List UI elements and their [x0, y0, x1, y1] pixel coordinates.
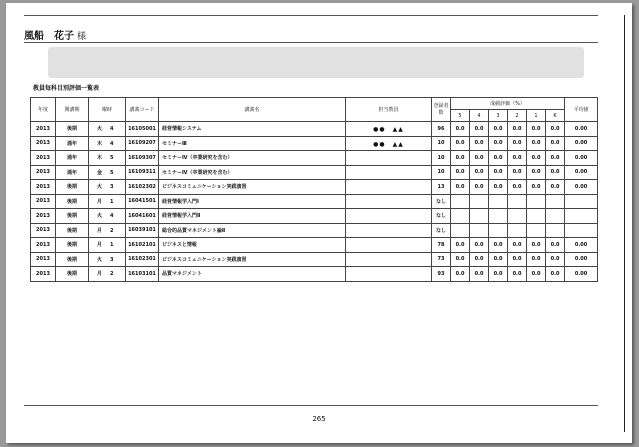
cell-term: 後期 — [56, 194, 89, 209]
cell-grade: 0.0 — [451, 122, 470, 137]
grade-header-1: 1 — [527, 110, 546, 122]
cell-grade: 0.0 — [546, 252, 565, 267]
cell-grade: 0.0 — [546, 180, 565, 195]
cell-teacher: ●● ▲▲ — [346, 136, 432, 151]
cell-year: 2013 — [31, 165, 56, 180]
cell-grade: 0.0 — [451, 180, 470, 195]
cell-grade: 0.0 — [546, 238, 565, 253]
cell-code: 16102302 — [126, 180, 159, 195]
cell-hour: 4 — [110, 213, 114, 220]
cell-grade: 0.0 — [508, 165, 527, 180]
cell-day: 月 — [97, 198, 103, 205]
cell-grade — [470, 209, 489, 224]
cell-grade: 0.0 — [527, 238, 546, 253]
cell-grade — [508, 209, 527, 224]
cell-grade: 0.0 — [489, 165, 508, 180]
table-row — [31, 180, 598, 195]
cell-hour: 2 — [110, 227, 114, 234]
cell-year: 2013 — [31, 223, 56, 238]
cell-grade — [451, 194, 470, 209]
cell-term: 後期 — [56, 267, 89, 282]
cell-year: 2013 — [31, 267, 56, 282]
cell-grade: 0.0 — [527, 252, 546, 267]
table-row — [31, 223, 598, 238]
table-row — [31, 151, 598, 166]
table-row — [31, 122, 598, 137]
cell-course: 総合的品質マネジメント論Ⅱ — [159, 223, 346, 238]
table-row — [31, 209, 598, 224]
cell-code: 16041501 — [126, 194, 159, 209]
student-name-row — [24, 27, 86, 42]
cell-grade: 0.0 — [489, 122, 508, 137]
header-term: 開講期 — [56, 98, 89, 122]
grades-table — [30, 97, 598, 282]
cell-year: 2013 — [31, 151, 56, 166]
cell-day: 火 — [97, 256, 103, 263]
cell-teacher — [346, 209, 432, 224]
info-box — [48, 47, 584, 78]
cell-year: 2013 — [31, 180, 56, 195]
cell-course: ビジネスコミュニケーション実践演習 — [159, 180, 346, 195]
cell-grade: 0.0 — [470, 252, 489, 267]
cell-period — [89, 209, 126, 224]
cell-course: ビジネスコミュニケーション実践演習 — [159, 252, 346, 267]
cell-term: 通年 — [56, 165, 89, 180]
cell-year: 2013 — [31, 252, 56, 267]
cell-average: 0.00 — [565, 238, 598, 253]
cell-grade — [546, 223, 565, 238]
cell-grade: 0.0 — [546, 122, 565, 137]
cell-average: 0.00 — [565, 267, 598, 282]
cell-grade — [489, 194, 508, 209]
header-period: 曜時 — [89, 98, 126, 122]
cell-teacher — [346, 194, 432, 209]
cell-grade: 0.0 — [527, 165, 546, 180]
cell-term: 後期 — [56, 209, 89, 224]
cell-grade — [470, 223, 489, 238]
cell-teacher — [346, 165, 432, 180]
cell-grade: 0.0 — [451, 136, 470, 151]
cell-hour: 5 — [110, 155, 114, 162]
cell-course: 経営情報学入門Ⅱ — [159, 209, 346, 224]
cell-enrolled: なし — [432, 209, 451, 224]
cell-grade: 0.0 — [527, 122, 546, 137]
cell-grade: 0.0 — [546, 151, 565, 166]
cell-grade: 0.0 — [470, 180, 489, 195]
cell-grade: 0.0 — [451, 238, 470, 253]
cell-day: 月 — [97, 227, 103, 234]
cell-grade — [527, 209, 546, 224]
header-average: 平均値 — [565, 98, 598, 122]
grade-header-2: 2 — [508, 110, 527, 122]
cell-hour: 5 — [110, 169, 114, 176]
cell-grade: 0.0 — [527, 180, 546, 195]
cell-grade: 0.0 — [546, 267, 565, 282]
cell-enrolled: 78 — [432, 238, 451, 253]
cell-enrolled: 13 — [432, 180, 451, 195]
cell-grade: 0.0 — [508, 122, 527, 137]
header-code: 講義コード — [126, 98, 159, 122]
table-row — [31, 252, 598, 267]
table-row — [31, 136, 598, 151]
cell-teacher — [346, 223, 432, 238]
cell-period — [89, 165, 126, 180]
cell-grade: 0.0 — [527, 136, 546, 151]
cell-period — [89, 252, 126, 267]
name-underline — [24, 42, 598, 43]
cell-hour: 4 — [110, 140, 114, 147]
cell-period — [89, 238, 126, 253]
cell-teacher: ●● ▲▲ — [346, 122, 432, 137]
cell-code: 16109207 — [126, 136, 159, 151]
footer-rule — [24, 405, 598, 406]
cell-term: 後期 — [56, 122, 89, 137]
cell-day: 月 — [97, 242, 103, 249]
cell-grade: 0.0 — [508, 238, 527, 253]
right-margin-rule — [624, 15, 625, 432]
cell-grade — [546, 194, 565, 209]
cell-grade: 0.0 — [508, 180, 527, 195]
cell-teacher — [346, 267, 432, 282]
cell-grade: 0.0 — [470, 238, 489, 253]
cell-grade — [489, 223, 508, 238]
cell-year: 2013 — [31, 136, 56, 151]
cell-grade — [451, 223, 470, 238]
cell-term: 後期 — [56, 238, 89, 253]
cell-average: 0.00 — [565, 122, 598, 137]
cell-day: 月 — [97, 271, 103, 278]
cell-course: セミナーⅢ — [159, 136, 346, 151]
cell-average — [565, 194, 598, 209]
cell-enrolled: なし — [432, 223, 451, 238]
cell-day: 木 — [97, 140, 103, 147]
cell-day: 火 — [97, 126, 103, 133]
cell-grade — [508, 194, 527, 209]
table-row — [31, 165, 598, 180]
cell-grade: 0.0 — [508, 252, 527, 267]
cell-teacher — [346, 151, 432, 166]
cell-period — [89, 122, 126, 137]
grade-header-3: 3 — [489, 110, 508, 122]
cell-grade: 0.0 — [527, 267, 546, 282]
cell-grade — [470, 194, 489, 209]
cell-term: 通年 — [56, 151, 89, 166]
cell-grade: 0.0 — [527, 151, 546, 166]
cell-code: 16039101 — [126, 223, 159, 238]
header-course: 講義名 — [159, 98, 346, 122]
cell-grade: 0.0 — [451, 252, 470, 267]
cell-grade: 0.0 — [470, 151, 489, 166]
cell-grade — [527, 194, 546, 209]
cell-hour: 3 — [110, 184, 114, 191]
cell-term: 後期 — [56, 252, 89, 267]
cell-year: 2013 — [31, 209, 56, 224]
header-grades: 成績評価（%） — [451, 98, 565, 110]
student-name: 風船 花子 — [24, 31, 74, 42]
cell-grade — [527, 223, 546, 238]
cell-period — [89, 136, 126, 151]
cell-course: 品質マネジメント — [159, 267, 346, 282]
cell-grade: 0.0 — [489, 267, 508, 282]
cell-grade: 0.0 — [546, 165, 565, 180]
table-row — [31, 238, 598, 253]
cell-hour: 1 — [110, 242, 114, 249]
cell-term: 通年 — [56, 136, 89, 151]
cell-hour: 1 — [110, 198, 114, 205]
cell-grade: 0.0 — [470, 165, 489, 180]
grade-header-5: 5 — [451, 110, 470, 122]
cell-code: 16102301 — [126, 252, 159, 267]
cell-average: 0.00 — [565, 165, 598, 180]
cell-grade — [451, 209, 470, 224]
cell-course: ビジネスと情報 — [159, 238, 346, 253]
cell-period — [89, 223, 126, 238]
cell-code: 16109307 — [126, 151, 159, 166]
cell-enrolled: 93 — [432, 267, 451, 282]
cell-grade: 0.0 — [470, 136, 489, 151]
cell-average — [565, 223, 598, 238]
cell-day: 金 — [97, 169, 103, 176]
cell-grade: 0.0 — [470, 122, 489, 137]
cell-grade: 0.0 — [508, 267, 527, 282]
cell-average: 0.00 — [565, 252, 598, 267]
cell-code: 16109311 — [126, 165, 159, 180]
cell-grade: 0.0 — [489, 238, 508, 253]
cell-code: 16105001 — [126, 122, 159, 137]
header-year: 年度 — [31, 98, 56, 122]
cell-grade: 0.0 — [508, 151, 527, 166]
header-teacher: 担当教員 — [346, 98, 432, 122]
cell-grade: 0.0 — [508, 136, 527, 151]
cell-year: 2013 — [31, 194, 56, 209]
cell-grade: 0.0 — [451, 165, 470, 180]
cell-enrolled: なし — [432, 194, 451, 209]
cell-period — [89, 194, 126, 209]
cell-enrolled: 10 — [432, 151, 451, 166]
cell-average: 0.00 — [565, 151, 598, 166]
cell-code: 16103101 — [126, 267, 159, 282]
cell-day: 火 — [97, 213, 103, 220]
cell-grade: 0.0 — [489, 180, 508, 195]
cell-grade — [546, 209, 565, 224]
cell-grade: 0.0 — [451, 267, 470, 282]
cell-term: 後期 — [56, 180, 89, 195]
cell-average: 0.00 — [565, 136, 598, 151]
table-row — [31, 267, 598, 282]
honorific: 様 — [77, 32, 87, 42]
cell-course: 経営情報システム — [159, 122, 346, 137]
cell-year: 2013 — [31, 122, 56, 137]
cell-day: 木 — [97, 155, 103, 162]
cell-course: 経営情報学入門Ⅰ — [159, 194, 346, 209]
cell-grade: 0.0 — [451, 151, 470, 166]
cell-code: 16041601 — [126, 209, 159, 224]
document-page — [6, 3, 632, 443]
cell-year: 2013 — [31, 238, 56, 253]
cell-grade: 0.0 — [489, 252, 508, 267]
cell-grade: 0.0 — [489, 151, 508, 166]
cell-average — [565, 209, 598, 224]
section-title: 教員毎科目別評価一覧表 — [33, 85, 100, 92]
cell-grade — [508, 223, 527, 238]
cell-grade — [489, 209, 508, 224]
top-rule — [24, 15, 598, 16]
cell-period — [89, 180, 126, 195]
cell-code: 16102101 — [126, 238, 159, 253]
cell-teacher — [346, 252, 432, 267]
cell-period — [89, 267, 126, 282]
cell-grade: 0.0 — [546, 136, 565, 151]
cell-enrolled: 73 — [432, 252, 451, 267]
cell-course: セミナーⅣ（卒業研究を含む） — [159, 165, 346, 180]
cell-teacher — [346, 238, 432, 253]
cell-teacher — [346, 180, 432, 195]
header-enrolled: 登録者数 — [432, 98, 451, 122]
cell-period — [89, 151, 126, 166]
cell-grade: 0.0 — [470, 267, 489, 282]
cell-enrolled: 96 — [432, 122, 451, 137]
table-row — [31, 194, 598, 209]
cell-average: 0.00 — [565, 180, 598, 195]
cell-day: 火 — [97, 184, 103, 191]
cell-grade: 0.0 — [489, 136, 508, 151]
cell-enrolled: 10 — [432, 136, 451, 151]
grade-header-k: K — [546, 110, 565, 122]
cell-term: 後期 — [56, 223, 89, 238]
page-number: 265 — [312, 415, 326, 423]
cell-course: セミナーⅣ（卒業研究を含む） — [159, 151, 346, 166]
cell-hour: 4 — [110, 126, 114, 133]
cell-enrolled: 10 — [432, 165, 451, 180]
grade-header-4: 4 — [470, 110, 489, 122]
cell-hour: 3 — [110, 256, 114, 263]
cell-hour: 2 — [110, 271, 114, 278]
